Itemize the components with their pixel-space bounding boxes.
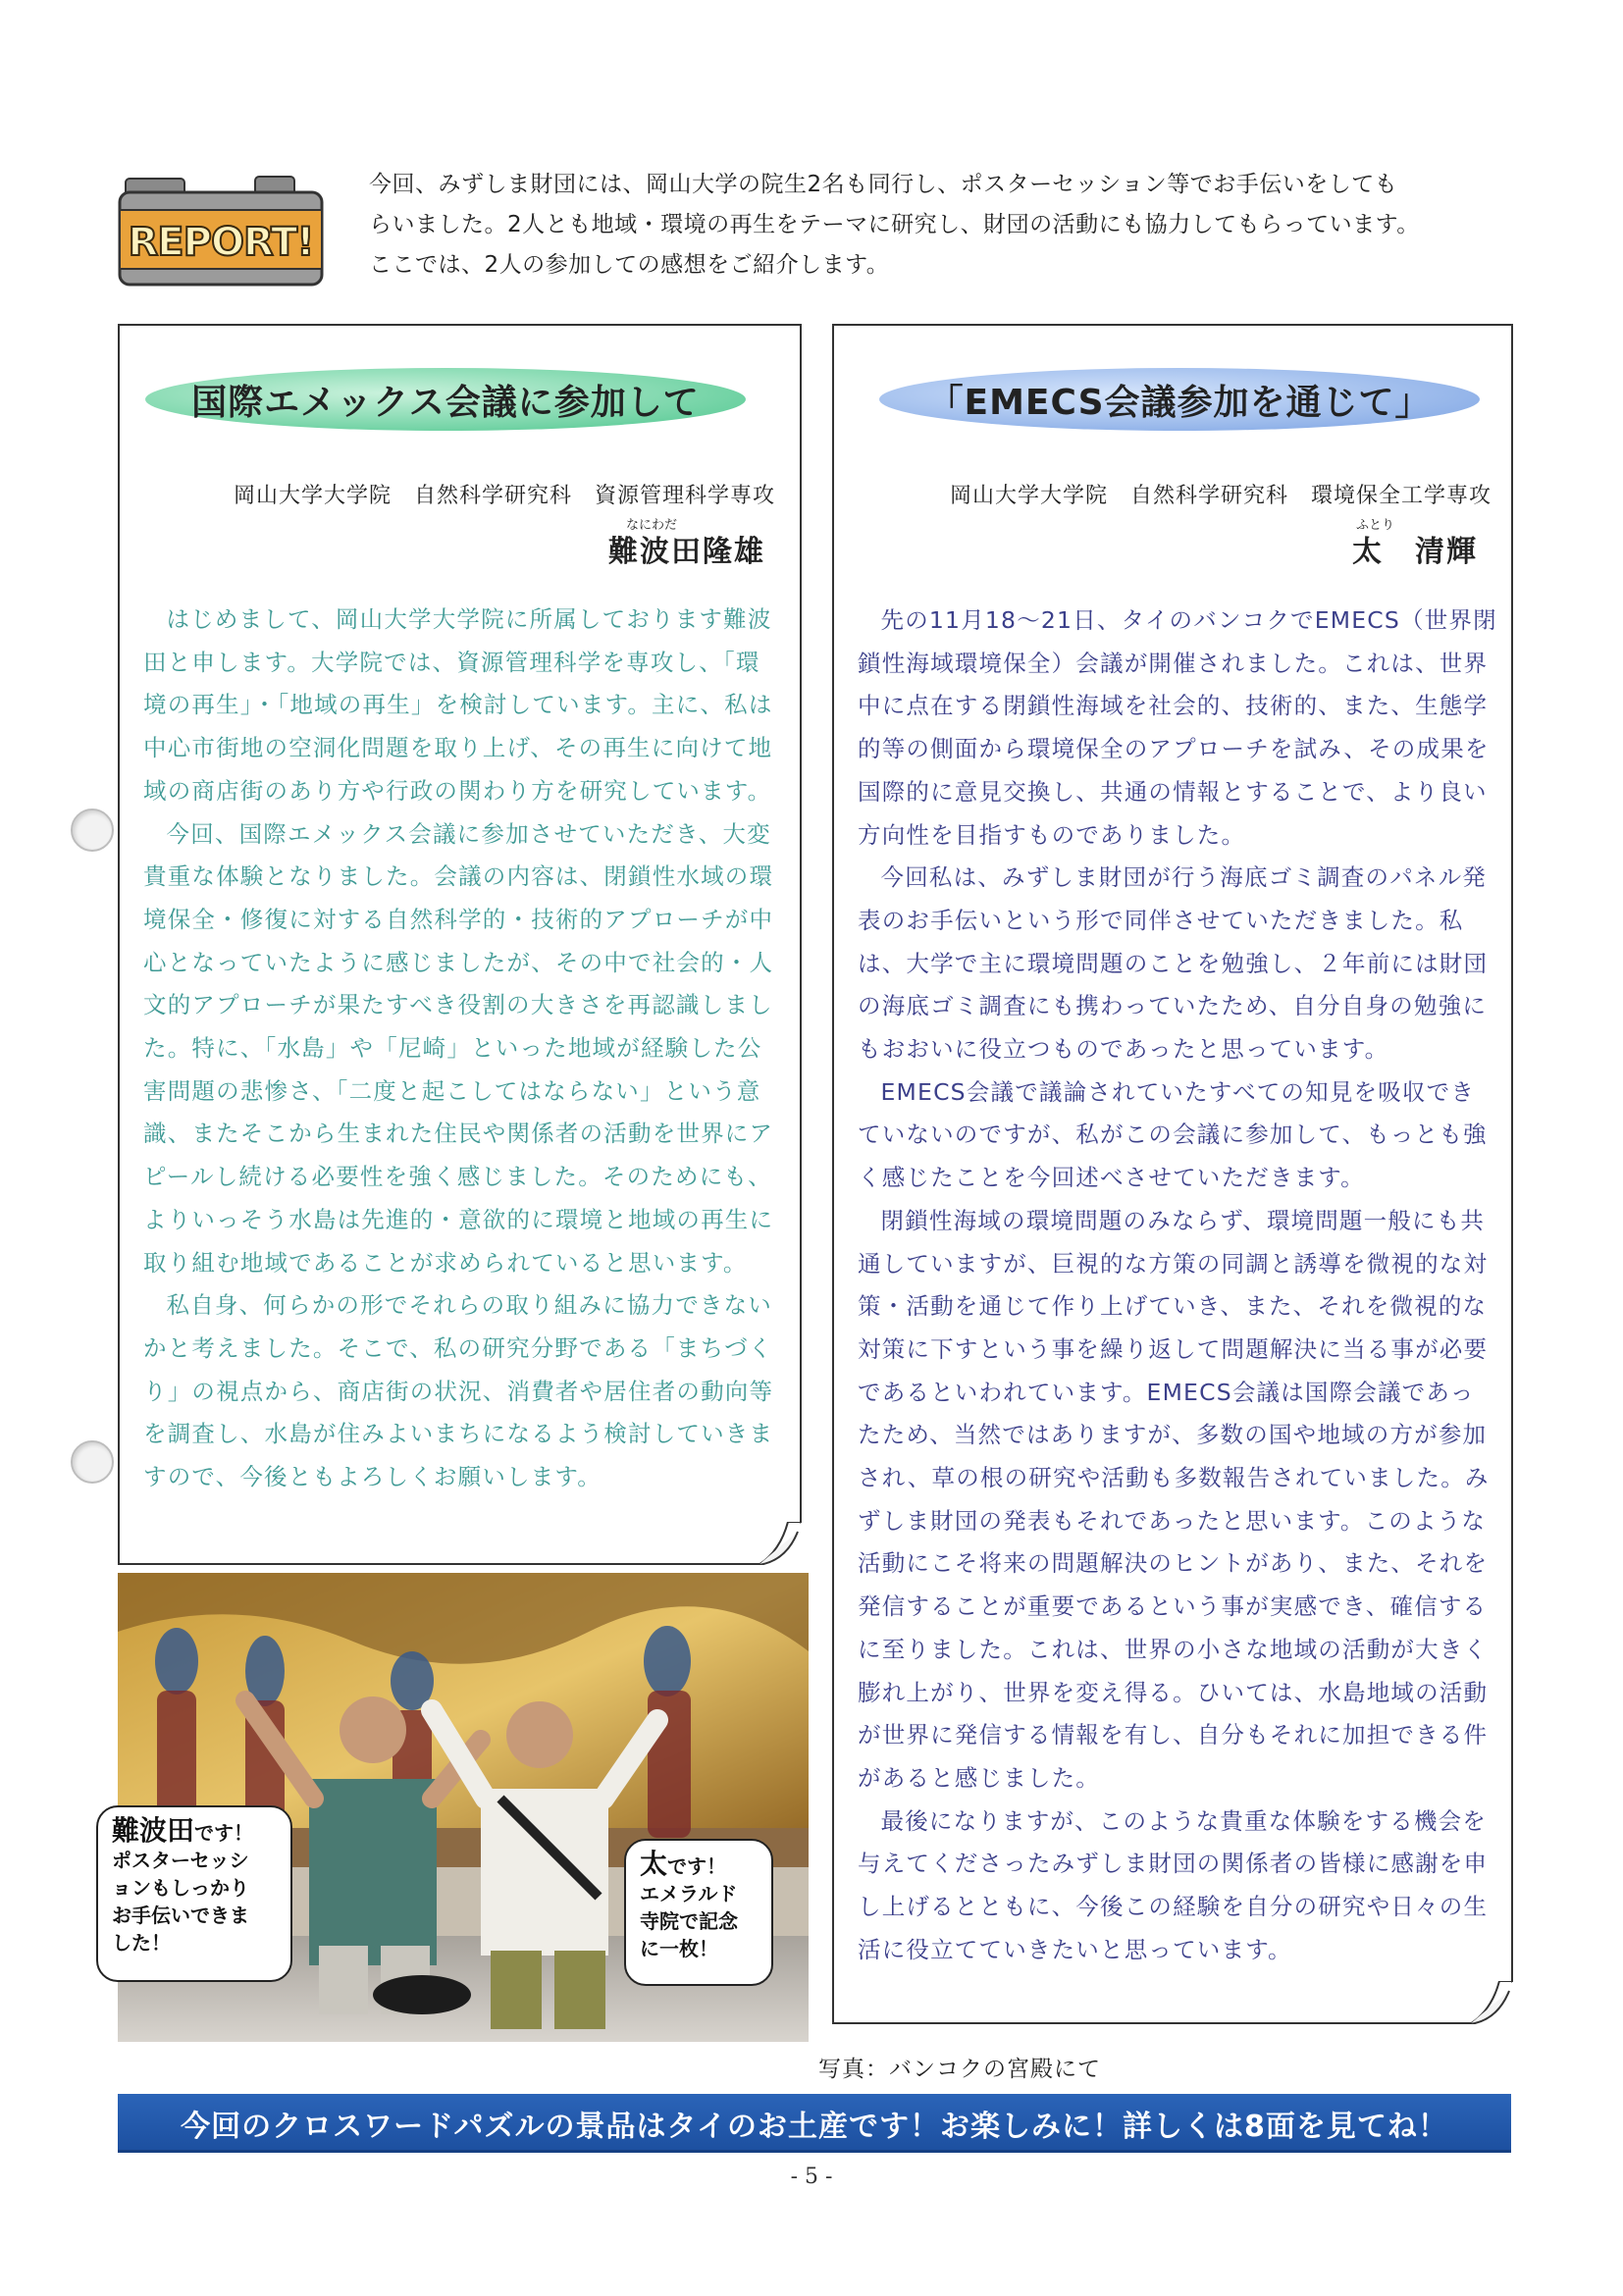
speech-bubble-right bbox=[624, 1839, 773, 1986]
bubble-line: 寺院で記念 bbox=[640, 1909, 738, 1933]
logo-text: REPORT! bbox=[128, 220, 314, 265]
bubble-line: した！ bbox=[112, 1931, 171, 1955]
intro-line: らいました。2人とも地域・環境の再生をテーマに研究し、財団の活動にも協力してもらっています。 bbox=[369, 212, 1420, 237]
left-author: 難波田隆雄 bbox=[608, 535, 765, 569]
right-author: 太 清輝 bbox=[1352, 535, 1478, 569]
bubble-line: お手伝いできま bbox=[112, 1904, 249, 1927]
photo-caption: 写真：バンコクの宮殿にて bbox=[818, 2057, 1101, 2082]
speech-bubble-left bbox=[96, 1805, 292, 1982]
bubble-name: 太 bbox=[640, 1848, 668, 1880]
bubble-name: 難波田 bbox=[112, 1814, 195, 1847]
bubble-suffix: です！ bbox=[667, 1854, 727, 1878]
paragraph: 最後になりますが、このような貴重な体験をする機会を与えてくださったみずしま財団の関係者の皆様に感謝を申し上げるとともに、今後この経験を自分の研究や日々の生活に役立てていきたいと思っています。 bbox=[858, 1806, 1489, 1963]
report-camera-logo bbox=[118, 173, 324, 287]
bubble-line: ポスターセッシ bbox=[112, 1849, 249, 1872]
page-curl-icon bbox=[1470, 1981, 1513, 2024]
page-curl-icon bbox=[759, 1522, 802, 1565]
paragraph: 先の11月18〜21日、タイのバンコクでEMECS（世界閉鎖性海域環境保全）会議が開催されました。これは、世界中に点在する閉鎖性海域を社会的、技術的、また、生態学的等の側面から環境保全のアプローチを試み、その成果を国際的に意見交換し、共通の情報とすることで、より良い方向性を目指すものでありました。 bbox=[858, 606, 1497, 849]
right-article-body bbox=[858, 600, 1497, 1972]
intro-text bbox=[369, 165, 1517, 286]
intro-line: ここでは、2人の参加しての感想をご紹介します。 bbox=[369, 252, 890, 278]
paragraph: 今回、国際エメックス会議に参加させていただき、大変貴重な体験となりました。会議の内容は、閉鎖性水域の環境保全・修復に対する自然科学的・技術的アプローチが中心となっていたように感じましたが、その中で社会的・人文的アプローチが果たすべき役割の大きさを再認識しました。特に、「水島」や「尼崎」といった地域が経験した公害問題の悲惨さ、「二度と起こしてはならない」という意識、またそこから生まれた住民や関係者の活動を世界にアピールし続ける必要性を強く感じました。そのためにも、よりいっそう水島は先進的・意欲的に環境と地域の再生に取り組む地域であることが求められていると思います。 bbox=[143, 819, 774, 1277]
bubble-line: ョンもしっかり bbox=[112, 1876, 249, 1900]
bubble-line: に一枚！ bbox=[640, 1937, 718, 1960]
left-affiliation: 岡山大学大学院 自然科学研究科 資源管理科学専攻 bbox=[233, 484, 775, 508]
paragraph: 閉鎖性海域の環境問題のみならず、環境問題一般にも共通していますが、巨視的な方策の同調と誘導を微視的な対策・活動を通じて作り上げていき、また、それを微視的な対策に下すという事を繰り返して問題解決に当る事が必要であるといわれています。EMECS会議は国際会議であったため、当然ではありますが、多数の国や地域の方が参加され、草の根の研究や活動も多数報告されていました。みずしま財団の発表もそれであったと思います。このような活動にこそ将来の問題解決のヒントがあり、また、それを発信することが重要であるという事が実感でき、確信するに至りました。これは、世界の小さな地域の活動が大きく膨れ上がり、世界を変え得る。ひいては、水島地域の活動が世界に発信する情報を有し、自分もそれに加担できる件があると感じました。 bbox=[858, 1206, 1490, 1792]
left-article-body bbox=[143, 599, 779, 1499]
right-author-ruby: ふとり bbox=[1356, 518, 1395, 533]
punch-hole bbox=[71, 1440, 114, 1484]
paragraph: EMECS会議で議論されていたすべての知見を吸収できていないのですが、私がこの会議に参加して、もっとも強く感じたことを今回述べさせていただきます。 bbox=[858, 1077, 1488, 1192]
right-article-title: 「EMECS会議参加を通じて」 bbox=[879, 368, 1480, 431]
punch-hole bbox=[71, 809, 114, 852]
paragraph: はじめまして、岡山大学大学院に所属しております難波田と申します。大学院では、資源管理科学を専攻し、「環境の再生」・「地域の再生」を検討しています。主に、私は中心市街地の空洞化問題を取り上げ、その再生に向けて地域の商店街のあり方や行政の関わり方を研究しています。 bbox=[143, 605, 773, 805]
page-number: - 5 - bbox=[790, 2165, 833, 2189]
paragraph: 今回私は、みずしま財団が行う海底ゴミ調査のパネル発表のお手伝いという形で同伴させていただきました。私は、大学で主に環境問題のことを勉強し、２年前には財団の海底ゴミ調査にも携わっていたため、自分自身の勉強にもおおいに役立つものであったと思っています。 bbox=[858, 863, 1489, 1064]
paragraph: 私自身、何らかの形でそれらの取り組みに協力できないかと考えました。そこで、私の研究分野である「まちづくり」の視点から、商店街の状況、消費者や居住者の動向等を調査し、水島が住みよいまちになるよう検討していきますので、今後ともよろしくお願いします。 bbox=[143, 1291, 774, 1491]
bubble-suffix: です！ bbox=[194, 1821, 254, 1845]
intro-line: 今回、みずしま財団には、岡山大学の院生2名も同行し、ポスターセッション等でお手伝いをしても bbox=[369, 172, 1398, 197]
crossword-banner: 今回のクロスワードパズルの景品はタイのお土産です！お楽しみに！詳しくは8面を見てね！ bbox=[118, 2094, 1511, 2153]
left-author-ruby: なにわだ bbox=[626, 518, 678, 533]
right-affiliation: 岡山大学大学院 自然科学研究科 環境保全工学専攻 bbox=[949, 484, 1492, 508]
bubble-line: エメラルド bbox=[640, 1882, 738, 1905]
left-article-title: 国際エメックス会議に参加して bbox=[145, 368, 746, 431]
